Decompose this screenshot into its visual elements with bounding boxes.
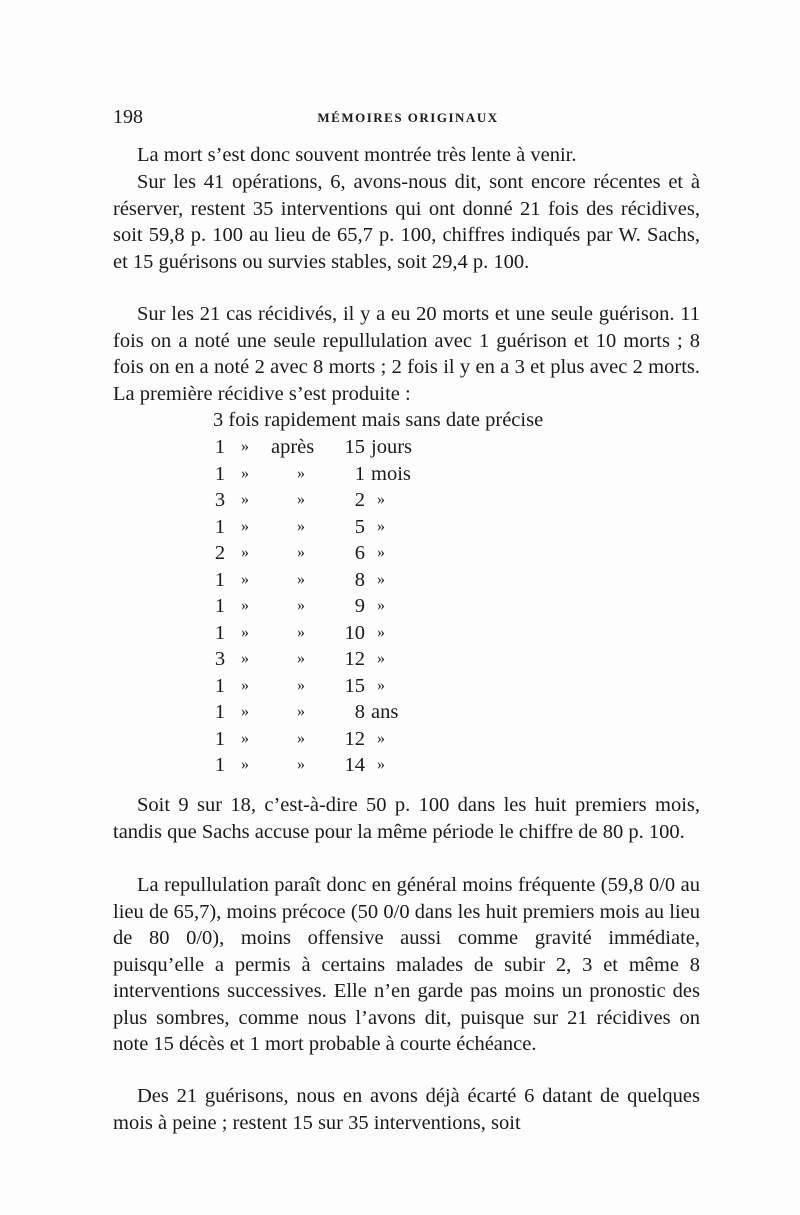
paragraph-text: Des 21 guérisons, nous en avons déjà écarté 6 datant de quelques mois à peine ; restent 15 sur 35 interventions, soit bbox=[113, 1085, 700, 1134]
ditto-mark: » bbox=[241, 544, 249, 561]
paragraph-text: Sur les 21 cas récidivés, il y a eu 20 morts et une seule guérison. 11 fois on a noté une seule repullulation avec 1 guérison et 10 morts ; 8 fois on en a noté 2 avec 8 morts ; 2 fois il y en a 3 et plus avec 2 morts. La première récidive s’est produite : bbox=[113, 303, 700, 405]
ditto-mark: » bbox=[241, 703, 249, 720]
paragraph-guerisons bbox=[113, 1083, 700, 1136]
row-delay-number: 10 bbox=[344, 621, 365, 644]
row-count: 1 bbox=[214, 674, 226, 697]
row-count: 3 bbox=[214, 489, 226, 511]
ditto-mark: » bbox=[297, 517, 305, 535]
paragraph-recidives bbox=[113, 301, 700, 407]
row-delay-number: 12 bbox=[344, 727, 365, 750]
row-after-label: après bbox=[271, 436, 315, 458]
row-count: 2 bbox=[214, 542, 226, 564]
row-delay-number: 8 bbox=[354, 568, 365, 591]
ditto-mark: » bbox=[297, 703, 305, 720]
row-delay-number: 5 bbox=[354, 515, 365, 538]
ditto-mark: » bbox=[241, 597, 249, 614]
row-count: 1 bbox=[214, 568, 226, 591]
ditto-mark: » bbox=[297, 650, 305, 667]
row-count: 1 bbox=[214, 727, 226, 750]
row-delay-number: 2 bbox=[354, 489, 365, 511]
ditto-mark: » bbox=[241, 517, 249, 535]
paragraph-text: La repullulation paraît donc en général moins fréquente (59,8 0/0 au lieu de 65,7), moins précoce (50 0/0 dans les huit premiers mois au lieu de 80 0/0), moins offensive aussi comme gravité immédiate, puisqu’elle a permis à certains malades de subir 2, 3 et même 8 interventions successives. Elle n’en garde pas moins un pronostic des plus sombres, comme nous l’avons dit, puisque sur 21 récidives on note 15 décès et 1 mort probable à courte échéance. bbox=[113, 874, 700, 1055]
row-delay-number: 1 bbox=[354, 462, 365, 485]
ditto-mark: » bbox=[241, 650, 249, 667]
ditto-mark: » bbox=[297, 597, 305, 614]
ditto-mark: » bbox=[241, 491, 249, 508]
ditto-mark: » bbox=[377, 729, 385, 747]
table-intro-line: 3 fois rapidement mais sans date précise bbox=[213, 409, 544, 431]
row-delay-number: 14 bbox=[344, 754, 365, 776]
ditto-mark: » bbox=[297, 676, 305, 694]
paragraph-operations bbox=[113, 169, 700, 275]
page-number: 198 bbox=[113, 106, 143, 128]
paragraph-text: Sur les 41 opérations, 6, avons-nous dit, sont encore récentes et à réserver, restent 35 interventions qui ont donné 21 fois des récidives, soit 59,8 p. 100 au lieu de 65,7 p. 100, chiffres indiqués par W. Sachs, et 15 guérisons ou survies stables, soit 29,4 p. 100. bbox=[113, 171, 700, 273]
ditto-mark: » bbox=[297, 623, 305, 641]
ditto-mark: » bbox=[241, 729, 249, 747]
row-delay-number: 9 bbox=[354, 595, 365, 617]
paragraph-text: La mort s’est donc souvent montrée très lente à venir. bbox=[137, 144, 577, 166]
row-count: 1 bbox=[214, 621, 226, 644]
ditto-mark: » bbox=[241, 623, 249, 641]
ditto-mark: » bbox=[377, 570, 385, 588]
paragraph-repullulation bbox=[113, 872, 700, 1058]
row-unit: ans bbox=[371, 701, 399, 723]
ditto-mark: » bbox=[297, 729, 305, 747]
row-count: 1 bbox=[214, 754, 226, 776]
row-count: 1 bbox=[214, 515, 226, 538]
ditto-mark: » bbox=[297, 464, 305, 482]
ditto-mark: » bbox=[241, 570, 249, 588]
ditto-mark: » bbox=[297, 491, 305, 508]
ditto-mark: » bbox=[377, 517, 385, 535]
page-header bbox=[113, 106, 703, 134]
ditto-mark: » bbox=[241, 676, 249, 694]
ditto-mark: » bbox=[377, 676, 385, 694]
paragraph-soit bbox=[113, 792, 700, 845]
ditto-mark: » bbox=[241, 756, 249, 773]
ditto-mark: » bbox=[241, 464, 249, 482]
ditto-mark: » bbox=[297, 544, 305, 561]
row-count: 1 bbox=[214, 462, 226, 485]
ditto-mark: » bbox=[297, 570, 305, 588]
row-count: 1 bbox=[214, 701, 226, 723]
paragraph-text: Soit 9 sur 18, c’est-à-dire 50 p. 100 dans les huit premiers mois, tandis que Sachs accuse pour la même période le chiffre de 80 p. 100. bbox=[113, 794, 700, 843]
paragraph-lente bbox=[113, 142, 700, 169]
ditto-mark: » bbox=[377, 650, 385, 667]
row-delay-number: 6 bbox=[354, 542, 365, 564]
row-count: 1 bbox=[214, 595, 226, 617]
ditto-mark: » bbox=[297, 756, 305, 773]
row-delay-number: 12 bbox=[344, 648, 365, 670]
running-head: MÉMOIRES ORIGINAUX bbox=[317, 110, 499, 125]
ditto-mark: » bbox=[377, 597, 385, 614]
row-delay-number: 15 bbox=[344, 674, 365, 697]
row-count: 3 bbox=[214, 648, 226, 670]
ditto-mark: » bbox=[377, 544, 385, 561]
row-count: 1 bbox=[214, 436, 226, 458]
ditto-mark: » bbox=[377, 491, 385, 508]
row-unit: jours bbox=[371, 436, 412, 458]
ditto-mark: » bbox=[377, 623, 385, 641]
ditto-mark: » bbox=[241, 438, 249, 455]
ditto-mark: » bbox=[377, 756, 385, 773]
row-delay-number: 15 bbox=[344, 436, 365, 458]
row-unit: mois bbox=[371, 462, 411, 485]
row-delay-number: 8 bbox=[354, 701, 365, 723]
